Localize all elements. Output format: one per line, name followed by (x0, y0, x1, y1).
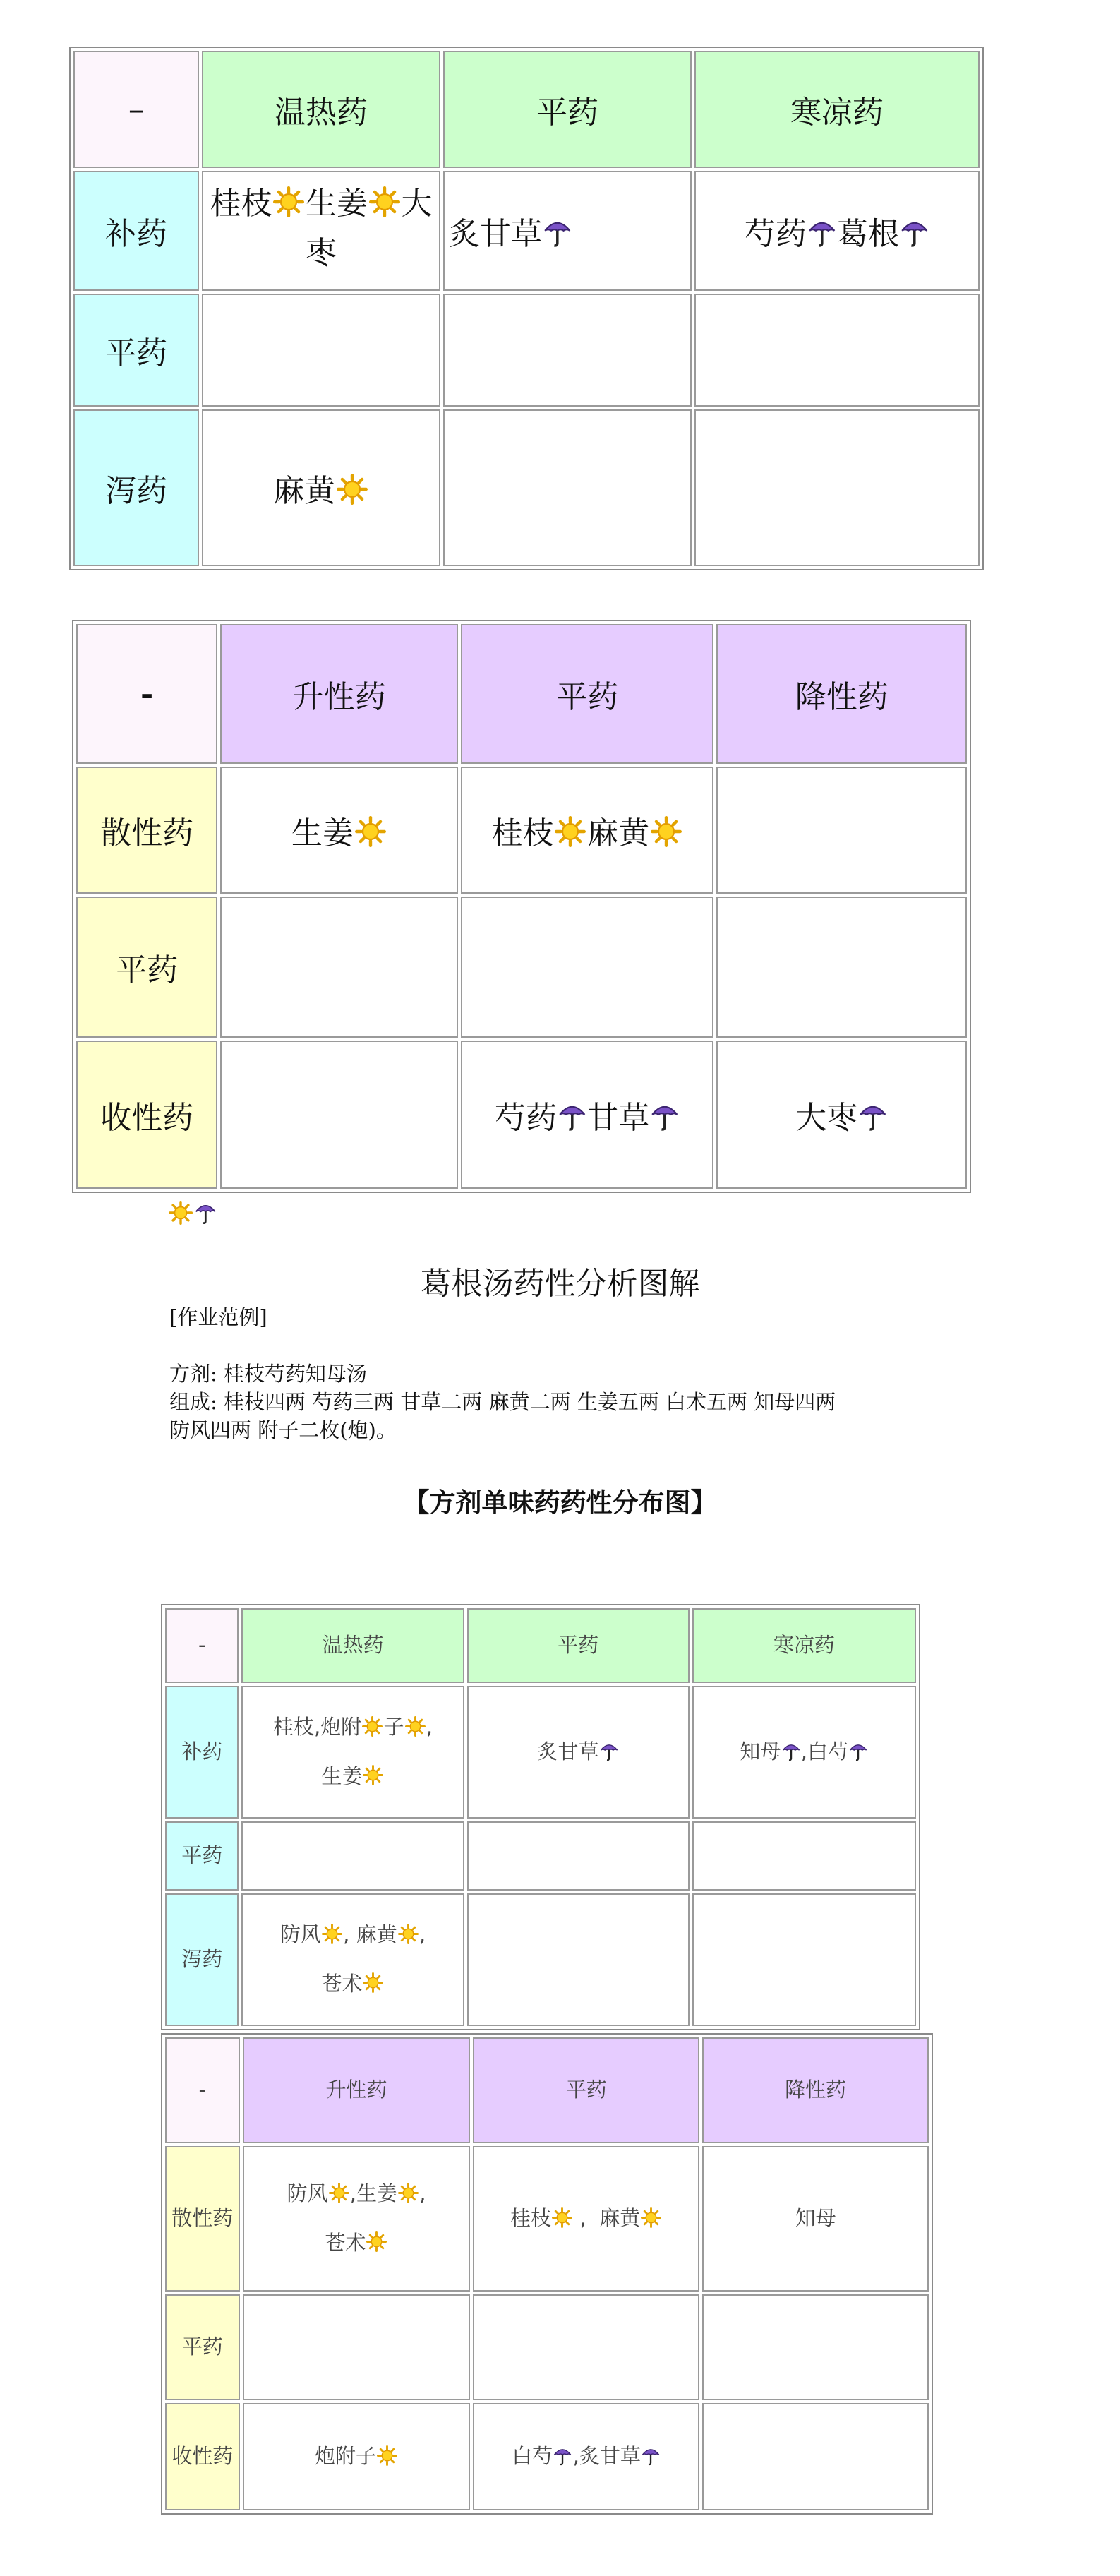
row-label-tonic: 补药 (165, 1686, 239, 1819)
empty-cell (702, 2403, 929, 2510)
header-neutral: 平药 (461, 624, 714, 764)
cell-tonic-warm (202, 171, 440, 291)
sun-icon (377, 2445, 397, 2466)
empty-cell (716, 767, 967, 894)
sun-icon (322, 1924, 342, 1944)
umbrella-icon (642, 2445, 660, 2466)
empty-cell (467, 1893, 690, 2026)
empty-cell (243, 2294, 471, 2400)
header-neutral: 平药 (473, 2037, 699, 2143)
row-label-dispersing: 散性药 (165, 2146, 240, 2292)
empty-cell (443, 409, 692, 566)
cell-dispersing-neutral (461, 767, 714, 894)
herb-name: 子 (383, 1715, 404, 1739)
cell-tonic-warm (241, 1686, 464, 1819)
row-label-neutral: 平药 (165, 2294, 240, 2400)
header-descending: 降性药 (716, 624, 967, 764)
cell-dispersing-up (243, 2146, 471, 2292)
empty-cell (202, 294, 440, 407)
empty-cell (692, 1821, 916, 1891)
corner-cell: - (76, 624, 217, 764)
separator: , (419, 1922, 426, 1947)
row-label-astringent: 收性药 (165, 2403, 240, 2510)
prescription-line: 方剂: 桂枝芍药知母汤 (169, 1362, 367, 1386)
row-label-purge: 泻药 (165, 1893, 239, 2026)
header-ascending: 升性药 (220, 624, 458, 764)
herb-name: , 麻黄 (573, 2206, 641, 2231)
row-label-astringent: 收性药 (76, 1041, 217, 1189)
corner-cell: - (165, 2037, 240, 2143)
herb-name: 苍术 (321, 1972, 363, 1996)
header-cold: 寒凉药 (694, 51, 980, 168)
sun-icon (169, 1201, 193, 1225)
sun-icon (651, 816, 682, 847)
herb-name: 大 (401, 186, 433, 222)
empty-cell (473, 2294, 699, 2400)
herb-name: 麻黄 (273, 473, 336, 509)
nature-table-3 (161, 1604, 920, 2030)
herb-name: 炮附子 (314, 2444, 376, 2469)
separator: , (426, 1715, 433, 1739)
umbrella-icon (558, 1101, 586, 1132)
sun-icon (369, 186, 400, 217)
empty-cell (220, 1041, 458, 1189)
sun-icon (337, 474, 368, 505)
herb-name: 芍药 (744, 216, 807, 252)
cell-dispersing-up (220, 767, 458, 894)
empty-cell (702, 2294, 929, 2400)
example-tag: [作业范例] (169, 1305, 267, 1329)
header-cold: 寒凉药 (692, 1608, 916, 1683)
sun-icon (641, 2207, 661, 2228)
cell-astringent-neutral (473, 2403, 699, 2510)
row-label-neutral: 平药 (73, 294, 199, 407)
herb-name: ,生姜 (349, 2181, 397, 2206)
cell-tonic-neutral (467, 1686, 690, 1819)
header-descending: 降性药 (702, 2037, 929, 2143)
legend-icons (168, 1200, 217, 1228)
herb-name: 桂枝 (491, 815, 554, 851)
herb-name: 桂枝 (510, 2206, 552, 2231)
herb-name: 桂枝 (210, 186, 272, 222)
row-label-neutral: 平药 (165, 1821, 239, 1891)
cell-astringent-neutral (461, 1041, 714, 1189)
herb-name: 知母 (740, 1739, 781, 1764)
herb-name: 生姜 (321, 1764, 363, 1788)
header-warm: 温热药 (241, 1608, 464, 1683)
nature-table-2 (72, 620, 971, 1193)
umbrella-icon (901, 217, 929, 248)
herb-name: 生姜 (291, 815, 354, 851)
herb-name: 苍术 (325, 2231, 366, 2255)
empty-cell (241, 1821, 464, 1891)
sun-icon (405, 1716, 426, 1737)
row-label-dispersing: 散性药 (76, 767, 217, 894)
sun-icon (273, 186, 304, 217)
empty-cell (692, 1893, 916, 2026)
row-label-neutral: 平药 (76, 897, 217, 1038)
umbrella-icon (600, 1741, 618, 1761)
herb-name: 白芍 (512, 2444, 553, 2469)
herb-name: 生姜 (306, 186, 368, 222)
sun-icon (362, 1716, 383, 1737)
herb-name: 防风 (279, 1922, 321, 1947)
herb-name: ,炙甘草 (572, 2444, 641, 2469)
sun-icon (366, 2231, 387, 2252)
empty-cell (467, 1821, 690, 1891)
cell-dispersing-neutral (473, 2146, 699, 2292)
herb-name: 葛根 (837, 216, 899, 252)
umbrella-icon (808, 217, 836, 248)
row-label-purge: 泻药 (73, 409, 199, 566)
empty-cell (461, 897, 714, 1038)
sun-icon (355, 816, 386, 847)
separator: , (419, 2181, 426, 2206)
empty-cell (716, 897, 967, 1038)
sun-icon (398, 1924, 419, 1944)
sun-icon (363, 1765, 383, 1785)
header-neutral: 平药 (467, 1608, 690, 1683)
cell-purge-warm (202, 409, 440, 566)
herb-name: 炙甘草 (449, 216, 542, 252)
herb-name: 防风 (287, 2181, 328, 2206)
herb-name: ,白芍 (800, 1739, 848, 1764)
herb-name: 甘草 (587, 1100, 650, 1136)
umbrella-icon (195, 1201, 217, 1225)
header-neutral: 平药 (443, 51, 692, 168)
header-warm: 温热药 (202, 51, 440, 168)
corner-cell: – (73, 51, 199, 168)
herb-name: 芍药 (495, 1100, 558, 1136)
empty-cell (694, 409, 980, 566)
sun-icon (552, 2207, 572, 2228)
herb-name: 知母 (795, 2206, 836, 2231)
herb-name: 枣 (306, 235, 337, 272)
herb-name: 炙甘草 (537, 1739, 599, 1764)
cell-tonic-neutral (443, 171, 692, 291)
cell-tonic-cold (692, 1686, 916, 1819)
row-label-tonic: 补药 (73, 171, 199, 291)
sun-icon (555, 816, 586, 847)
cell-dispersing-down (702, 2146, 929, 2292)
sun-icon (398, 2183, 419, 2203)
herb-name: 大枣 (795, 1100, 858, 1136)
umbrella-icon (543, 217, 572, 248)
herb-name: , 麻黄 (343, 1922, 397, 1947)
umbrella-icon (553, 2445, 572, 2466)
umbrella-icon (651, 1101, 679, 1132)
corner-cell: - (165, 1608, 239, 1683)
herb-name: 麻黄 (587, 815, 650, 851)
umbrella-icon (849, 1741, 867, 1761)
cell-astringent-down (716, 1041, 967, 1189)
composition-line-2: 防风四两 附子二枚(炮)。 (169, 1418, 397, 1442)
composition-line-1: 组成: 桂枝四两 芍药三两 甘草二两 麻黄二两 生姜五两 白术五两 知母四两 (169, 1390, 836, 1414)
herb-name: 桂枝,炮附 (272, 1715, 362, 1739)
empty-cell (694, 294, 980, 407)
cell-astringent-up (243, 2403, 471, 2510)
header-ascending: 升性药 (243, 2037, 471, 2143)
chart-title: 【方剂单味药药性分布图】 (403, 1487, 717, 1518)
cell-tonic-cold (694, 171, 980, 291)
page-title: 葛根汤药性分析图解 (420, 1266, 700, 1302)
cell-purge-warm (241, 1893, 464, 2026)
sun-icon (329, 2183, 349, 2203)
umbrella-icon (782, 1741, 800, 1761)
sun-icon (363, 1972, 383, 1993)
empty-cell (443, 294, 692, 407)
umbrella-icon (859, 1101, 887, 1132)
nature-table-1 (69, 47, 984, 570)
empty-cell (220, 897, 458, 1038)
nature-table-4 (161, 2033, 933, 2515)
